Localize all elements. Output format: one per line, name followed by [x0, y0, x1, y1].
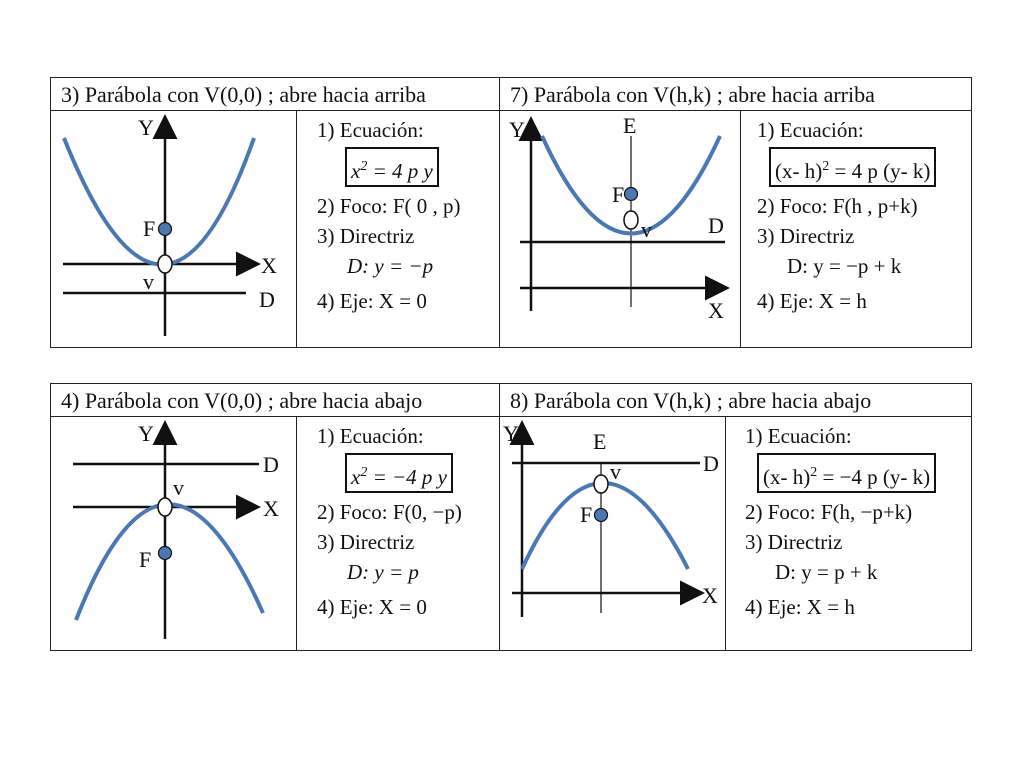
y-axis-label: Y	[509, 117, 525, 142]
parabola-curve	[76, 504, 263, 620]
parabola-graph-7	[500, 111, 740, 347]
directrix-equation: D: y = −p + k	[787, 254, 902, 278]
equation-label: 1) Ecuación:	[745, 424, 852, 448]
vertex-label: v	[610, 459, 621, 484]
card-text-7	[757, 115, 936, 316]
equation-box: (x- h)$^2$ = −4 p (y- k)	[757, 453, 936, 493]
axis-text: 4) Eje: X = 0	[317, 595, 427, 619]
equation-box: (x- h)$^2$ = 4 p (y- k)	[769, 147, 936, 187]
card-text-4	[317, 421, 462, 622]
parabola-graph-4	[51, 417, 296, 650]
table-top	[50, 77, 972, 348]
focus-label: F	[612, 182, 625, 207]
equation-label: 1) Ecuación:	[757, 118, 864, 142]
x-axis-label: X	[702, 583, 718, 608]
vertex-point	[158, 498, 172, 516]
y-axis-label: Y	[138, 115, 154, 140]
equation-label: 1) Ecuación:	[317, 118, 424, 142]
axis-label-e: E	[623, 113, 637, 138]
table-bottom	[50, 383, 972, 651]
directrix-equation: D: y = p	[347, 560, 419, 584]
equation-box: $x^2 = 4$ p y	[345, 147, 439, 187]
card-header-3: 3) Parábola con V(0,0) ; abre hacia arriba	[51, 78, 499, 111]
focus-text: 2) Foco: F(h , p+k)	[757, 194, 918, 218]
vertex-point	[624, 211, 638, 229]
x-axis-label: X	[261, 253, 277, 278]
x-axis-label: X	[263, 496, 279, 521]
parabola-curve	[522, 483, 688, 569]
parabola-graph-8	[500, 417, 725, 650]
y-axis-label: Y	[503, 421, 519, 446]
parabola-curve	[64, 138, 254, 265]
vertex-point	[158, 255, 172, 273]
directrix-title: 3) Directriz	[317, 530, 415, 554]
x-axis-label: X	[708, 298, 724, 323]
directrix-title: 3) Directriz	[757, 224, 855, 248]
equation-box: $x^2 = -4$ p y	[345, 453, 453, 493]
focus-point	[159, 223, 172, 236]
axis-text: 4) Eje: X = h	[757, 289, 867, 313]
axis-text: 4) Eje: X = 0	[317, 289, 427, 313]
parabola-graph-3	[51, 111, 296, 347]
card-header-8: 8) Parábola con V(h,k) ; abre hacia abajo	[500, 384, 971, 417]
cell-divider	[296, 111, 297, 347]
card-header-7: 7) Parábola con V(h,k) ; abre hacia arriba	[500, 78, 971, 111]
focus-text: 2) Foco: F(h, −p+k)	[745, 500, 913, 524]
axis-text: 4) Eje: X = h	[745, 595, 855, 619]
y-axis-label: Y	[138, 421, 154, 446]
directrix-label: D	[263, 452, 279, 477]
card-header-4: 4) Parábola con V(0,0) ; abre hacia abajo	[51, 384, 499, 417]
focus-text: 2) Foco: F(0, −p)	[317, 500, 462, 524]
cell-divider	[740, 111, 741, 347]
vertex-label: v	[173, 475, 184, 500]
directrix-equation: D: y = p + k	[775, 560, 878, 584]
cell-divider	[725, 417, 726, 650]
vertex-label: v	[641, 217, 652, 242]
axis-label-e: E	[593, 429, 607, 454]
directrix-equation: D: y = −p	[347, 254, 434, 278]
directrix-label: D	[703, 451, 719, 476]
card-text-3	[317, 115, 461, 316]
vertex-point	[594, 475, 608, 493]
cell-divider	[296, 417, 297, 650]
focus-point	[595, 509, 608, 522]
card-text-8	[745, 421, 936, 622]
focus-point	[625, 188, 638, 201]
focus-label: F	[139, 547, 152, 572]
directrix-title: 3) Directriz	[317, 224, 415, 248]
directrix-label: D	[708, 213, 724, 238]
focus-point	[159, 547, 172, 560]
vertex-label: v	[143, 269, 154, 294]
directrix-label: D	[259, 287, 275, 312]
focus-label: F	[580, 502, 593, 527]
directrix-title: 3) Directriz	[745, 530, 843, 554]
focus-label: F	[143, 216, 156, 241]
focus-text: 2) Foco: F( 0 , p)	[317, 194, 461, 218]
equation-label: 1) Ecuación:	[317, 424, 424, 448]
